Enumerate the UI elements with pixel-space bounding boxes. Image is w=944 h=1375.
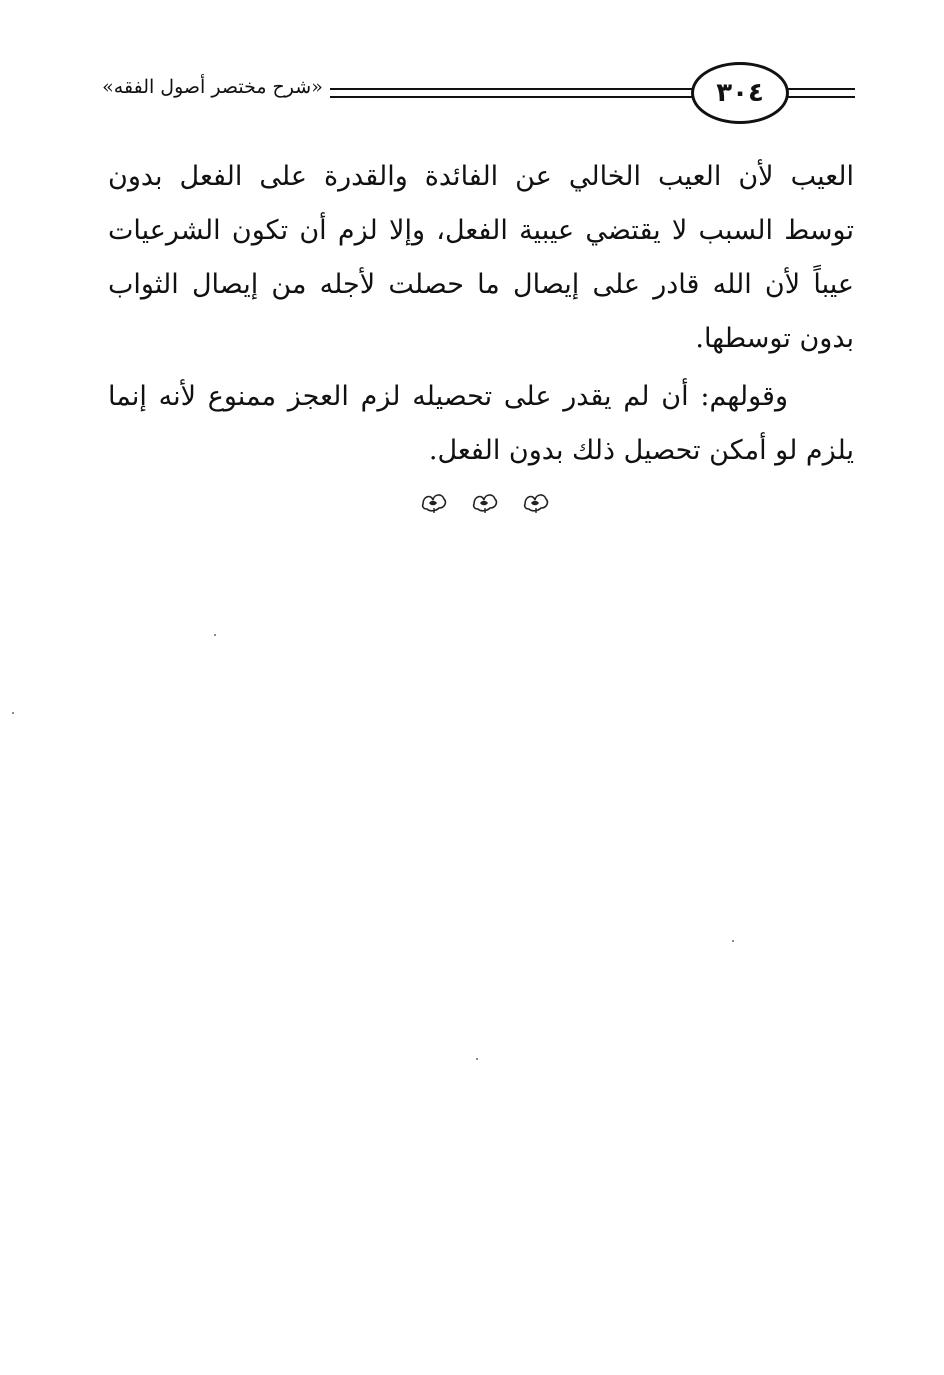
floral-ornament-icon bbox=[522, 490, 550, 514]
scan-speck bbox=[214, 634, 216, 636]
page-number: ٣٠٤ bbox=[691, 62, 789, 124]
scan-speck bbox=[732, 940, 734, 942]
scan-speck bbox=[12, 712, 14, 714]
paragraph-2: وقولهم: أن لم يقدر على تحصيله لزم العجز ممنوع لأنه إنما يلزم لو أمكن تحصيل ذلك بدون الفعل. bbox=[108, 381, 854, 466]
floral-ornament-icon bbox=[471, 490, 499, 514]
header-double-rule bbox=[330, 88, 700, 98]
running-title: «شرح مختصر أصول الفقه» bbox=[102, 76, 323, 98]
body-text bbox=[108, 150, 854, 478]
floral-ornament-icon bbox=[420, 490, 448, 514]
page-header bbox=[95, 62, 860, 126]
paragraph-1: العيب لأن العيب الخالي عن الفائدة والقدرة على الفعل بدون توسط السبب لا يقتضي عيبية الفعل، وإلا لزم أن تكون الشرعيات عيباً لأن الله قادر على إيصال ما حصلت لأجله من إيصال الثواب بدون توسطها. bbox=[108, 161, 854, 354]
scan-speck bbox=[476, 1058, 478, 1060]
section-end-ornaments bbox=[420, 486, 550, 518]
